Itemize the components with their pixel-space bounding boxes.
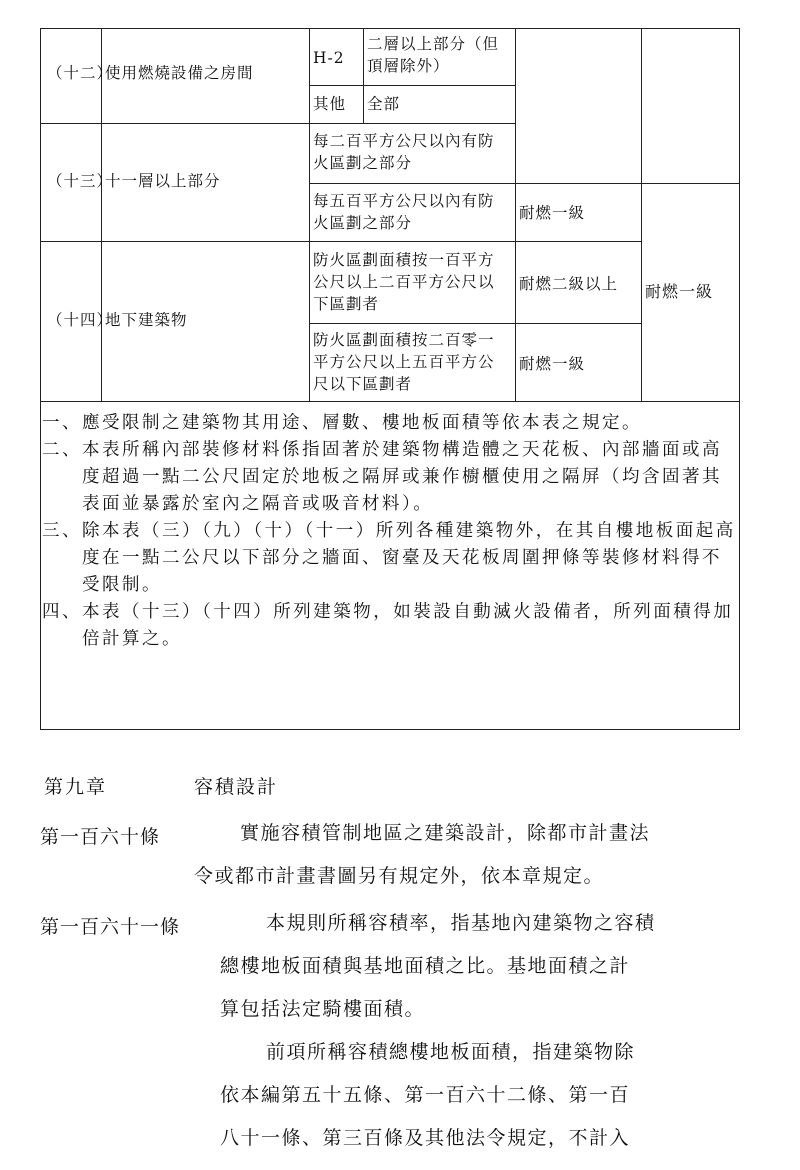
row-desc: 二層以上部分（但頂層除外） (367, 35, 500, 75)
row-number: （十二） (47, 64, 114, 82)
note-item (42, 410, 736, 437)
article-line: 八十一條、第三百條及其他法令規定，不計入 (220, 1127, 631, 1149)
note-number: 一、 (42, 413, 82, 433)
note-number: 四、 (42, 602, 82, 622)
note-text: 除本表（三）（九）（十）（十一）所列各種建築物外，在其自樓地板面起高度在一點二公尺以下部分之牆面、窗臺及天花板周圍押條等裝修材料得不受限制。 (82, 521, 736, 595)
note-text: 本表（十三）（十四）所列建築物，如裝設自動滅火設備者，所列面積得加倍計算之。 (82, 602, 734, 649)
table-notes (42, 410, 736, 653)
article-title: 第一百六十條 (40, 826, 161, 848)
chapter-title: 容積設計 (194, 776, 279, 798)
article-title: 第一百六十一條 (40, 916, 181, 938)
article-line: 本規則所稱容積率，指基地內建築物之容積 (266, 912, 656, 934)
note-number: 二、 (42, 440, 82, 460)
article-line: 令或都市計畫書圖另有規定外，依本章規定。 (194, 865, 605, 887)
row-material: 耐燃二級以上 (519, 275, 619, 293)
row-number: （十四） (47, 311, 114, 329)
note-item (42, 437, 736, 518)
note-text: 應受限制之建築物其用途、層數、樓地板面積等依本表之規定。 (82, 413, 642, 433)
article-line: 實施容積管制地區之建築設計，除都市計畫法 (240, 822, 651, 844)
chapter-label: 第九章 (44, 776, 108, 798)
note-item (42, 599, 736, 653)
note-item (42, 518, 736, 599)
row-number: （十三） (47, 172, 114, 190)
row-desc: 防火區劃面積按一百平方公尺以上二百平方公尺以下區劃者 (313, 251, 495, 313)
row-desc: 每二百平方公尺以內有防火區劃之部分 (313, 132, 495, 172)
row-name: 十一層以上部分 (105, 172, 221, 190)
article-line: 依本編第五十五條、第一百六十二條、第一百 (220, 1084, 631, 1106)
row-desc: 全部 (367, 95, 401, 113)
row-material: 耐燃一級 (519, 355, 586, 373)
note-number: 三、 (42, 521, 82, 541)
article-line: 總樓地板面積與基地面積之比。基地面積之計 (220, 955, 631, 977)
row-code: 其他 (313, 95, 347, 113)
row-material: 耐燃一級 (519, 204, 586, 222)
row-name: 使用燃燒設備之房間 (105, 64, 254, 82)
merged-material: 耐燃一級 (645, 282, 714, 301)
row-code: H-2 (313, 49, 345, 67)
note-text: 本表所稱內部裝修材料係指固著於建築物構造體之天花板、內部牆面或高度超過一點二公尺固定於地板之隔屏或兼作櫥櫃使用之隔屏（均含固著其表面並暴露於室內之隔音或吸音材料）。 (82, 440, 722, 514)
article-line: 前項所稱容積總樓地板面積，指建築物除 (266, 1041, 636, 1063)
row-desc: 防火區劃面積按二百零一平方公尺以上五百平方公尺以下區劃者 (313, 331, 495, 393)
row-name: 地下建築物 (105, 311, 188, 329)
row-desc: 每五百平方公尺以內有防火區劃之部分 (313, 192, 495, 232)
article-line: 算包括法定騎樓面積。 (220, 998, 426, 1020)
